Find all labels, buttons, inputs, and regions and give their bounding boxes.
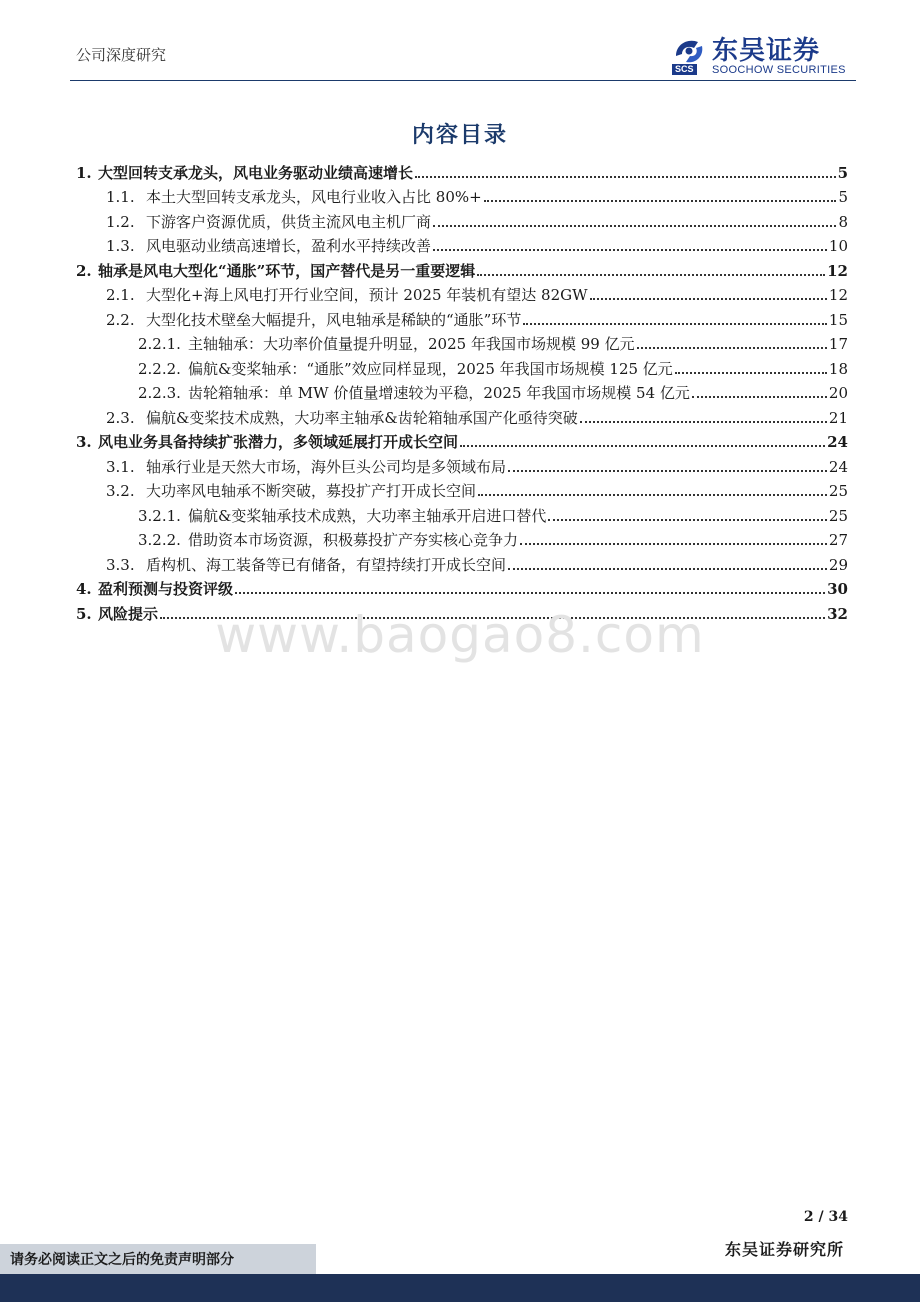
toc-entry[interactable] — [76, 207, 848, 232]
toc-leader — [523, 323, 827, 325]
toc-page: 5 — [838, 188, 848, 206]
toc-page: 20 — [828, 384, 848, 402]
toc-label: 本土大型回转支承龙头，风电行业收入占比 80%+ — [146, 188, 482, 206]
toc-label: 轴承行业是天然大市场，海外巨头公司均是多领域布局 — [146, 457, 507, 476]
logo-abbr: SCS — [672, 64, 697, 75]
toc-leader — [478, 494, 827, 496]
toc-label: 偏航&变桨轴承：“通胀”效应同样显现，2025 年我国市场规模 125 亿元 — [188, 359, 673, 378]
watermark: www.baogao8.com — [215, 606, 705, 664]
toc-entry[interactable] — [76, 452, 848, 477]
toc-entry[interactable] — [76, 550, 848, 575]
toc-number: 3.1. — [106, 457, 135, 476]
toc-page: 24 — [827, 433, 848, 451]
toc-leader — [508, 470, 827, 472]
page-indicator: 2 / 34 — [803, 1209, 848, 1225]
toc-number: 2.1. — [106, 286, 135, 304]
toc-number: 2.2.1. — [138, 335, 181, 353]
toc-page: 24 — [828, 457, 848, 476]
toc-label: 大型化+海上风电打开行业空间，预计 2025 年装机有望达 82GW — [146, 286, 588, 304]
toc-label: 大型回转支承龙头，风电业务驱动业绩高速增长 — [98, 163, 414, 182]
toc-leader — [548, 519, 827, 521]
toc-entry[interactable] — [76, 575, 848, 600]
toc-page: 21 — [828, 408, 848, 427]
toc-number: 3. — [76, 433, 92, 451]
toc-label: 偏航&变桨技术成熟，大功率主轴承&齿轮箱轴承国产化亟待突破 — [146, 408, 578, 427]
toc-number: 1.3. — [106, 237, 135, 255]
toc-entry[interactable] — [76, 403, 848, 428]
toc-leader — [484, 200, 837, 202]
toc-leader — [675, 372, 827, 374]
toc-title: 内容目录 — [411, 122, 508, 148]
toc-number: 1.2. — [106, 212, 135, 231]
toc-page: 27 — [828, 531, 848, 549]
toc-label: 大型化技术壁垒大幅提升，风电轴承是稀缺的“通胀”环节 — [146, 310, 522, 329]
toc-label: 盈利预测与投资评级 — [98, 580, 234, 598]
toc-page: 29 — [828, 555, 848, 574]
toc-label: 齿轮箱轴承：单 MW 价值量增速较为平稳，2025 年我国市场规模 54 亿元 — [188, 384, 690, 402]
toc-leader — [580, 421, 827, 423]
toc-leader — [590, 298, 827, 300]
logo-name-cn: 东吴证券 — [712, 36, 821, 66]
toc-label: 风电业务具备持续扩张潜力，多领域延展打开成长空间 — [98, 433, 459, 451]
toc-number: 3.2.2. — [138, 531, 181, 549]
report-type-label: 公司深度研究 — [76, 46, 167, 64]
toc-number: 2.3. — [106, 408, 135, 427]
toc-entry[interactable] — [76, 183, 848, 208]
footer-bar — [0, 1274, 920, 1302]
footer-org-name: 东吴证券研究所 — [724, 1240, 844, 1259]
toc-page: 32 — [827, 604, 848, 623]
toc-page: 10 — [828, 237, 848, 255]
toc-label: 大功率风电轴承不断突破，募投扩产打开成长空间 — [146, 482, 477, 500]
toc-leader — [460, 445, 825, 447]
toc-leader — [415, 176, 836, 178]
toc-entry[interactable] — [76, 428, 848, 453]
toc-label: 下游客户资源优质，供货主流风电主机厂商 — [146, 212, 432, 231]
toc-entry[interactable] — [76, 256, 848, 281]
toc-label: 盾构机、海工装备等已有储备，有望持续打开成长空间 — [146, 555, 507, 574]
toc-leader — [637, 347, 827, 349]
toc-label: 风险提示 — [98, 604, 159, 623]
toc-page: 25 — [828, 482, 848, 500]
toc-leader — [692, 396, 827, 398]
table-of-contents — [76, 158, 848, 624]
toc-page: 30 — [827, 580, 848, 598]
toc-number: 2.2.2. — [138, 359, 181, 378]
toc-number: 5. — [76, 604, 92, 623]
toc-leader — [520, 543, 827, 545]
company-logo — [670, 34, 856, 78]
toc-entry[interactable] — [76, 330, 848, 355]
toc-page: 8 — [838, 212, 848, 231]
toc-number: 3.2. — [106, 482, 135, 500]
toc-label: 借助资本市场资源，积极募投扩产夯实核心竞争力 — [188, 531, 519, 549]
header-divider — [70, 80, 856, 81]
toc-number: 2. — [76, 261, 92, 280]
toc-leader — [477, 274, 825, 276]
toc-entry[interactable] — [76, 477, 848, 502]
disclaimer-note: 请务必阅读正文之后的免责声明部分 — [10, 1252, 234, 1268]
toc-leader — [235, 592, 825, 594]
toc-leader — [508, 568, 827, 570]
toc-number: 3.2.1. — [138, 506, 181, 525]
toc-entry[interactable] — [76, 305, 848, 330]
toc-entry[interactable] — [76, 281, 848, 306]
toc-entry[interactable] — [76, 158, 848, 183]
toc-page: 12 — [827, 261, 848, 280]
toc-page: 15 — [828, 310, 848, 329]
toc-number: 4. — [76, 580, 92, 598]
toc-label: 轴承是风电大型化“通胀”环节，国产替代是另一重要逻辑 — [98, 261, 476, 280]
toc-page: 17 — [828, 335, 848, 353]
toc-label: 主轴轴承：大功率价值量提升明显，2025 年我国市场规模 99 亿元 — [188, 335, 635, 353]
toc-number: 2.2. — [106, 310, 135, 329]
toc-page: 5 — [837, 163, 848, 182]
toc-page: 12 — [828, 286, 848, 304]
toc-number: 2.2.3. — [138, 384, 181, 402]
toc-label: 风电驱动业绩高速增长，盈利水平持续改善 — [146, 237, 432, 255]
toc-number: 3.3. — [106, 555, 135, 574]
toc-number: 1. — [76, 163, 92, 182]
toc-entry[interactable] — [76, 232, 848, 257]
toc-label: 偏航&变桨轴承技术成熟，大功率主轴承开启进口替代 — [188, 506, 547, 525]
toc-page: 25 — [828, 506, 848, 525]
toc-entry[interactable] — [76, 501, 848, 526]
toc-entry[interactable] — [76, 379, 848, 404]
toc-leader — [433, 249, 827, 251]
toc-page: 18 — [828, 359, 848, 378]
toc-entry[interactable] — [76, 354, 848, 379]
toc-number: 1.1. — [106, 188, 135, 206]
toc-entry[interactable] — [76, 526, 848, 551]
toc-leader — [433, 225, 836, 227]
logo-name-en: SOOCHOW SECURITIES — [712, 64, 846, 76]
